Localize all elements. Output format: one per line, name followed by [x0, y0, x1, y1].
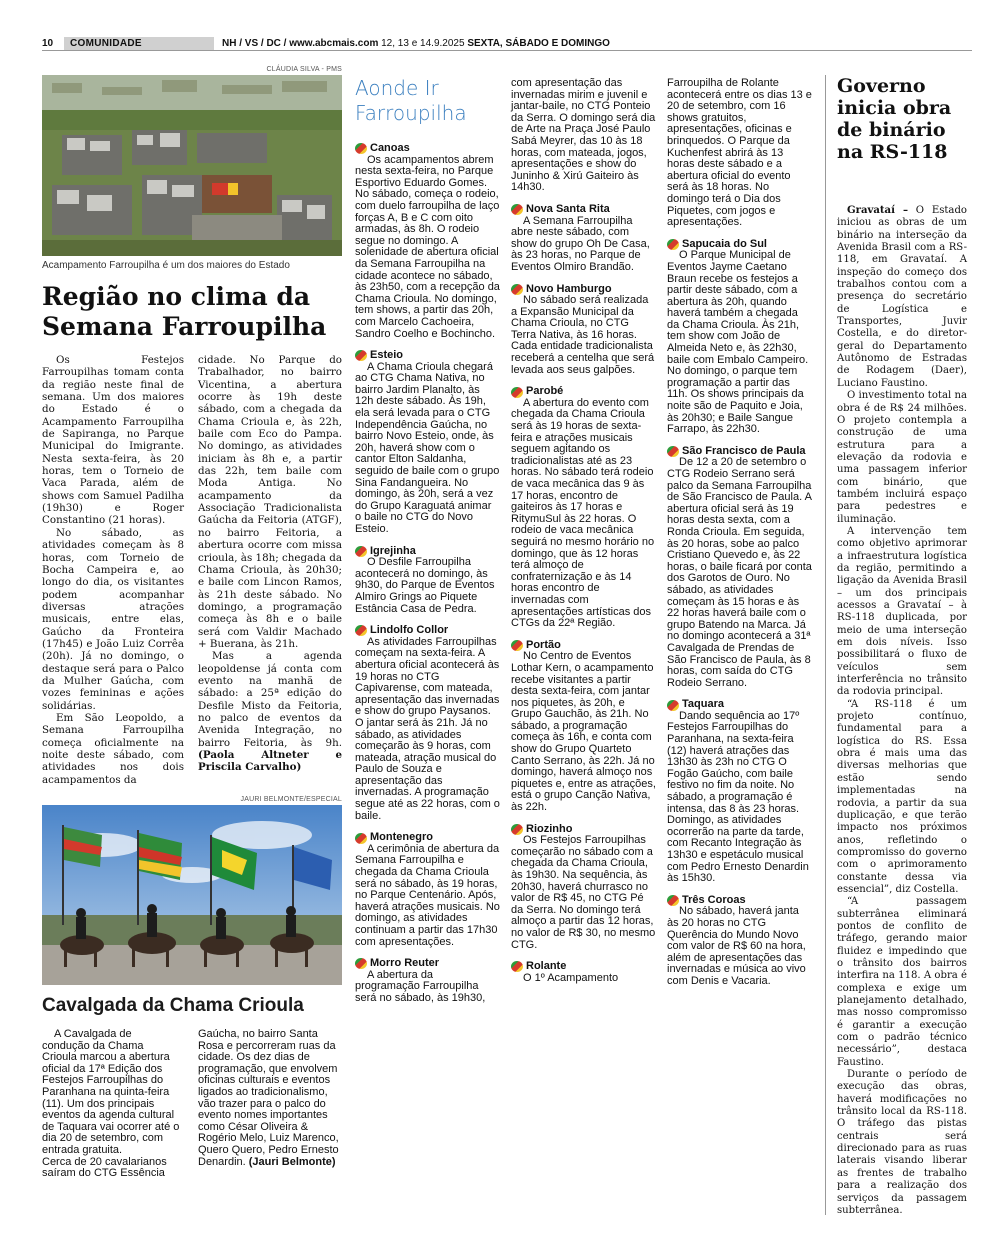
header-editions: NH / VS / DC / www.abcmais.com	[222, 37, 379, 49]
main-story-paragraph: Os Festejos Farroupilhas tomam conta da região neste final de semana. Um dos maiores do Estado é o Acampamento Farroupilha de Sapiranga, no Parque Municipal do Imigrante. Nesta sexta-feira, às 20 horas, tem o Torneio de Vaca Parada, além de shows com Samuel Padilha (19h30) e Roger Constantino (21 horas).	[42, 354, 184, 527]
city-name: Novo Hamburgo	[526, 282, 612, 295]
city-text: No Centro de Eventos Lothar Kern, o acampamento recebe visitantes a partir desta sexta-feira, com jantar nos piquetes, às 20h, e Grupo Gauchão, às 21h. No sábado, a programação começa às 16h, e conta com show do Grupo Quarteto Canto Serrano, às 22h. Já no domingo, haverá almoço nos piquetes e, entre as atrações, está o grupo Canção Nativa, às 22h.	[511, 650, 656, 814]
aerial-camp-image	[42, 75, 342, 256]
city-name: Montenegro	[370, 831, 433, 844]
main-story-paragraph: cidade. No Parque do Trabalhador, no bairro Vicentina, a abertura ocorre às 19h deste sábado, com a chegada da Chama Crioula e, às 22h, baile com Eco do Pampa. No domingo, as atividades iniciam às 8h e, a partir das 22h, tem baile com Moda Antiga. No acampamento da Associação Tradicionalista Gaúcha da Feitoria (ATGF), no bairro Feitoria, a abertura ocorre com missa crioula, às 18h; chegada da Chama Crioula, às 20h30; e baile com Lincon Ramos, às 21h deste sábado. No domingo, a programação começa às 8h e o baile será com Valdir Machado + Buerana, às 21h.	[198, 354, 342, 650]
city-entry	[511, 961, 656, 984]
rs-flag-icon	[667, 446, 679, 457]
rs-flag-icon	[511, 640, 523, 651]
city-text: O 1º Acampamento	[523, 971, 619, 984]
city-entry	[667, 446, 813, 689]
governo-paragraph: Durante o período de execução das obras, haverá modificações no trânsito local da RS-118. O tráfego das pistas centrais será direcionado para as ruas laterais visando liberar as frentes de trabalho para a realização dos serviços da passagem subterrânea.	[837, 1069, 967, 1216]
photo-credit-1: CLÁUDIA SILVA - PMS	[266, 66, 342, 73]
cavalgada-paragraph	[198, 1029, 342, 1168]
rs-flag-icon	[355, 143, 367, 154]
city-name: Canoas	[370, 142, 410, 154]
photo-caption-1: Acampamento Farroupilha é um dos maiores do Estado	[42, 260, 290, 271]
rs-flag-icon	[355, 350, 367, 361]
cavalgada-text: Gaúcha, no bairro Santa Rosa e percorreram ruas da cidade. Os dez dias de programação, que envolvem oficinas culturais e eventos ligados ao tradicionalismo, vão trazer para o palco do evento nomes importantes como César Oliveira & Rogério Melo, Luiz Marenco, Quero Quero, Pedro Ernesto Denardin.	[198, 1028, 339, 1168]
header-dates: 12, 13 e 14.9.2025	[381, 37, 465, 49]
city-name: Taquara	[682, 698, 724, 711]
rs-flag-icon	[667, 700, 679, 711]
aerial-camp-photo	[42, 75, 342, 256]
governo-paragraph: “A passagem subterrânea eliminará pontos de conflito de tráfego, gerando maior fluidez e impedindo que o trânsito dos bairros interfira na 118. A obra é complexa e exige um planejamento detalhado, mas nosso compromisso é garantir a execução com o padrão técnico necessário”, destaca Faustino.	[837, 896, 967, 1068]
city-name: São Francisco de Paula	[682, 444, 806, 457]
governo-paragraph: “A RS-118 é um projeto contínuo, fundamental para a logística do RS. Essa obra é mais uma das diversas melhorias que estão sendo implementadas na rodovia, a partir da sua duplicação, e que terão impacto nos próximos anos, refletindo o compromisso do governo com o aprimoramento constante dessa via essencial”, diz Costella.	[837, 698, 967, 895]
section-label: COMUNIDADE	[64, 37, 214, 50]
city-name: Portão	[526, 638, 561, 651]
city-entry	[511, 386, 656, 629]
city-entry	[667, 895, 813, 988]
city-entry	[511, 640, 656, 814]
city-text: O Desfile Farroupilha acontecerá no domingo, às 9h30, do Parque de Eventos Almiro Grings ao Piquete Estância Casa de Pedra.	[355, 556, 495, 615]
city-name: Riozinho	[526, 822, 573, 835]
city-name: Nova Santa Rita	[526, 202, 610, 215]
rs-flag-icon	[667, 895, 679, 906]
cavalgada-photo	[42, 805, 342, 985]
rs-flag-icon	[511, 824, 523, 835]
city-text: Os acampamentos abrem nesta sexta-feira, no Parque Esportivo Eduardo Gomes. No sábado, começa o rodeio, com duelo farroupilha de laço forças A, B e C com oito armadas, às 8h. O rodeio segue no domingo. A solenidade de abertura oficial da Semana Farroupilha na cidade acontece no sábado, às 23h50, com a recepção da Chama Crioula. No domingo, tem shows, a partir das 20h, com Marcelo Cachoeira, Sandro Coelho e Bochincho.	[355, 153, 500, 340]
city-entry	[355, 143, 500, 340]
city-name: Lindolfo Collor	[370, 624, 449, 637]
city-entry	[355, 958, 500, 1004]
city-text: O Parque Municipal de Eventos Jayme Caetano Braun recebe os festejos a partir deste sábado, com a abertura às 20h, quando haverá também a chegada da Chama Crioula. Às 21h, tem show com João de Almeida Neto e, às 22h30, baile com Embalo Campeiro. No domingo, o parque tem programação a partir das 11h. Os shows principais da noite são de Paquito e Joia, às 20h30; e Baile Sangue Farrapo, às 22h30.	[667, 249, 809, 436]
rs-flag-icon	[355, 958, 367, 969]
cavalgada-byline: (Jauri Belmonte)	[248, 1155, 336, 1168]
governo-dateline: Gravataí –	[847, 205, 909, 216]
city-name: Três Coroas	[682, 893, 746, 906]
main-story-paragraph: No sábado, as atividades começam às 8 horas, com Torneio de Bocha Campeira e, ao longo do dia, os visitantes podem acompanhar diversas atrações musicais, entre elas, Gaúcho da Fronteira (17h45) e João Luiz Corrêa (20h). Já no domingo, o destaque será para o Palco da Mulher Gaúcha, com vozes femininas e ações solidárias.	[42, 526, 184, 712]
city-entry	[355, 832, 500, 948]
city-text: A abertura da programação Farroupilha será no sábado, às 19h30,	[355, 968, 486, 1004]
cavalgada-col1	[42, 1029, 180, 1180]
city-text: No sábado será realizada a Expansão Municipal da Chama Crioula, no CTG Terra Nativa, às 16 horas. Cada entidade tradicionalista receberá a centelha que será levada aos seus galpões.	[511, 294, 655, 376]
governo-paragraph: A intervenção tem como objetivo aprimorar a infraestrutura logística da região, permitindo a ligação da Avenida Brasil – um dos principais acessos a Gravataí – à RS-118 duplicada, por meio de uma interseção em dois níveis. Isso possibilitará o fluxo de veículos sem interferência no trânsito da rodovia principal.	[837, 525, 967, 698]
aonde-col2	[511, 78, 656, 984]
city-entry	[355, 350, 500, 536]
rs-flag-icon	[511, 387, 523, 398]
city-text-continued: com apresentação das invernadas mirim e juvenil e jantar-baile, no CTG Ponteio da Serra. O domingo será dia de Arte na Praça José Paulo Sabá Meyrer, das 10 às 18 horas, com mateada, jogos, apresentações e show do Juninho & Xirú Gaiteiro às 14h30.	[511, 77, 656, 194]
city-entry	[667, 239, 813, 436]
city-name: Morro Reuter	[370, 957, 440, 970]
main-headline: Região no clima da Semana Farroupilha	[42, 282, 327, 341]
city-name: Rolante	[526, 960, 567, 973]
city-name: Igrejinha	[370, 544, 416, 557]
city-entry	[355, 625, 500, 822]
page-number: 10	[42, 37, 54, 49]
photo-credit-2: JAURI BELMONTE/ESPECIAL	[240, 796, 342, 803]
governo-paragraph	[837, 205, 967, 390]
cavalgada-paragraph: A Cavalgada de condução da Chama Crioula marcou a abertura oficial da 17ª Edição dos Festejos Farroupilhas do Paranhana na quinta-feira (11). Um dos principais eventos da agenda cultural de Taquara vai ocorrer até o dia 20 de setembro, com entrada gratuita.	[42, 1028, 180, 1156]
column-divider	[825, 75, 826, 1215]
city-text: Os Festejos Farroupilhas começarão no sábado com a chegada da Chama Crioula, às 19h30. Na sequência, às 20h30, haverá churrasco no valor de R$ 45, no CTG Pé da Serra. No domingo terá almoço a partir das 12 horas, no valor de R$ 30, no mesmo CTG.	[511, 834, 656, 951]
city-entry	[511, 204, 656, 274]
city-text: A cerimônia de abertura da Semana Farroupilha e chegada da Chama Crioula será no sábado, às 19 horas, no Parque Centenário. Após, haverá atrações musicais. No domingo, as atividades continuam a partir das 17h30 com apresentações.	[355, 842, 500, 948]
city-entry	[667, 699, 813, 885]
main-story-byline: (Paola Altneter e Priscila Carvalho)	[198, 749, 342, 774]
city-text: A abertura do evento com chegada da Chama Crioula será às 19 horas de sexta-feira e atrações musicais seguem agitando os tradicionalistas até as 23 horas. No sábado terá rodeio de vaca mecânica das 9 às 17 horas, encontro de gaiteiros às 17 horas e RitymuSul às 22 horas. O rodeio de vaca mecânica seguirá no mesmo horário no domingo, que às 12 horas terá almoço de confraternização e às 14 horas encontro de invernadas com apresentações artísticas dos CTGs da 22ª Região.	[511, 396, 655, 630]
aonde-ir-title: Aonde Ir Farroupilha	[355, 76, 467, 125]
city-text: A Semana Farroupilha abre neste sábado, com show do grupo Oh De Casa, às 23 horas, no Parque de Eventos Olmiro Brandão.	[511, 214, 650, 273]
governo-body	[837, 205, 967, 1217]
cavalgada-headline: Cavalgada da Chama Crioula	[42, 995, 304, 1016]
city-text: As atividades Farroupilhas começam na sexta-feira. A abertura oficial acontecerá às 19 horas no CTG Capivarense, com mateada, apresentação das invernadas e show do grupo Paysanos. O jantar será às 21h. Já no sábado, as atividades começarão às 9 horas, com mateada, atração musical do Paulo de Souza e apresentação das invernadas. A programação segue até as 22 horas, com o baile.	[355, 635, 500, 822]
cavalgada-image	[42, 805, 342, 985]
aonde-col3	[667, 78, 813, 988]
rs-flag-icon	[355, 546, 367, 557]
city-entry	[355, 546, 500, 616]
governo-text: O Estado iniciou as obras de um binário na interseção da Avenida Brasil com a RS-118, em Gravataí. A inspeção do começo dos trabalhos contou com a presença do secretário de Logística e Transportes, Juvir Costella, e do diretor-geral do Departamento Autônomo de Estradas de Rodagem (Daer), Luciano Faustino.	[837, 205, 967, 389]
main-story-col1	[42, 354, 184, 786]
city-text: Dando sequência ao 17º Festejos Farroupilhas do Paranhana, na sexta-feira (12) haverá atrações das 13h30 às 23h no CTG O Fogão Gaúcho, com baile festivo no fim da noite. No sábado, a programação é intensa, das 8 às 23 horas. Domingo, as atividades ocorrerão na parte da tarde, com Recanto Integração às 13h30 e espetáculo musical com Pedro Ernesto Denardin às 15h30.	[667, 709, 809, 885]
city-text: No sábado, haverá janta às 20 horas no CTG Querência do Mundo Novo com valor de R$ 60 na hora, além de apresentações das invernadas e música ao vivo com Denis e Vacaria.	[667, 905, 806, 987]
city-entry	[511, 824, 656, 952]
main-story-text: Mas a agenda leopoldense já conta com evento na manhã de sábado: a 25ª edição do Desfile Misto da Feitoria, no palco de eventos da Avenida Integração, no bairro Feitoria, às 9h.	[198, 650, 342, 749]
cavalgada-paragraph: Cerca de 20 cavalarianos saíram do CTG Essência	[42, 1155, 167, 1180]
rs-flag-icon	[355, 833, 367, 844]
main-story-paragraph: Em São Leopoldo, a Semana Farroupilha começa oficialmente na noite deste sábado, com atividades nos dois acampamentos da	[42, 711, 184, 786]
city-name: Sapucaia do Sul	[682, 237, 767, 250]
city-text: A Chama Crioula chegará ao CTG Chama Nativa, no bairro Jardim Planalto, às 12h deste sábado. Às 19h, ela será levada para o CTG Independência Gaúcha, no bairro Novo Esteio, onde, às 20h, haverá show com o cantor Elton Saldanha, seguido de baile com o grupo Sina Fandangueira. No domingo, às 20h, será a vez do Grupo Karaguatá animar o baile no CTG do Novo Esteio.	[355, 360, 500, 535]
city-text-continued: Farroupilha de Rolante acontecerá entre os dias 13 e 20 de setembro, com 16 shows gratuitos, apresentações, oficinas e brinquedos. O Parque da Kuchenfest abrirá às 13 horas deste sábado e a abertura oficial do evento será às 18 horas. No domingo terá o Dia dos Piquetes, com jogos e apresentações.	[667, 77, 812, 229]
rs-flag-icon	[511, 284, 523, 295]
header-rule	[42, 50, 972, 51]
main-story-paragraph	[198, 650, 342, 773]
rs-flag-icon	[355, 625, 367, 636]
rs-flag-icon	[511, 204, 523, 215]
city-entry	[511, 284, 656, 377]
governo-paragraph: O investimento total na obra é de R$ 24 milhões. O projeto contempla a construção de uma estrutura para a elevação da rodovia e uma passagem inferior com binário, que também incluirá espaço para pedestres e iluminação.	[837, 390, 967, 525]
page-header	[42, 36, 972, 50]
header-days: SEXTA, SÁBADO E DOMINGO	[467, 37, 610, 49]
city-name: Esteio	[370, 349, 404, 362]
governo-headline: Governo inicia obra de binário na RS-118	[837, 75, 952, 163]
city-text: De 12 a 20 de setembro o CTG Rodeio Serrano será palco da Semana Farroupilha de São Francisco de Paula. A abertura oficial será às 19 horas desta sexta, com a Ronda Crioula. Em seguida, às 20 horas, sobe ao palco Cristiano Quevedo e, às 22 horas, o baile ficará por conta dos Garotos de Ouro. No sábado, as atividades começam às 15 horas e às 22 horas haverá baile com o grupo Batendo na Marca. Já no domingo acontecerá a 31ª Cavalgada de Prendas de São Francisco de Paula, às 8 horas, com saída do CTG Rodeio Serrano.	[667, 456, 812, 689]
cavalgada-col2	[198, 1029, 342, 1168]
rs-flag-icon	[511, 961, 523, 972]
rs-flag-icon	[667, 239, 679, 250]
header-info	[222, 38, 610, 49]
city-name: Parobé	[526, 385, 564, 398]
aonde-col1	[355, 143, 500, 1005]
main-story-col2	[198, 354, 342, 774]
